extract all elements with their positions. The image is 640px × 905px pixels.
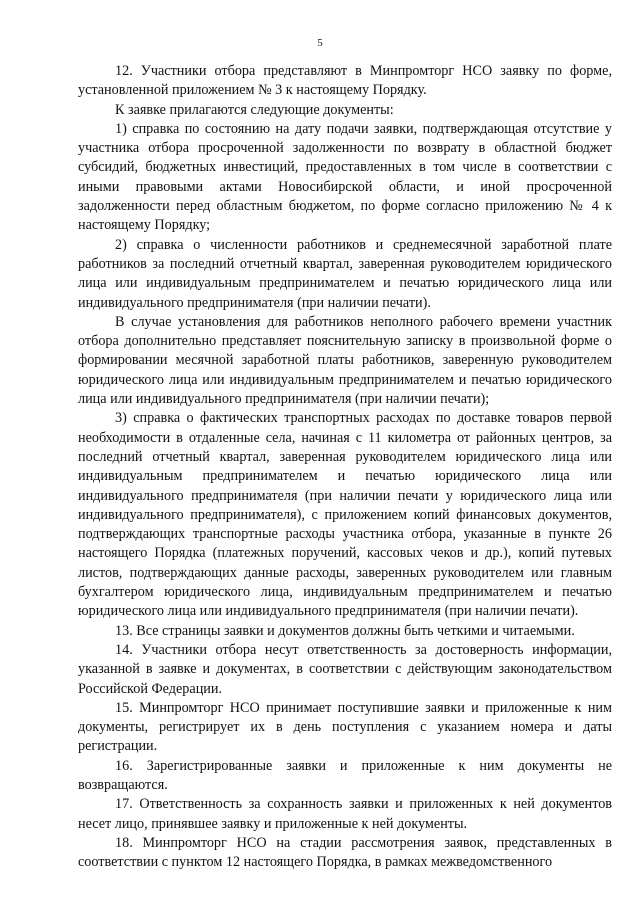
paragraph-part-time-note: В случае установления для работников неполного рабочего времени участник отбора дополнительно представляет пояснительную записку в произвольной форме о формировании месячной заработной платы работников, заверенную руководителем юридического лица или индивидуальным предпринимателем и печатью юридического лица или индивидуального предпринимателя (при наличии печати); xyxy=(78,313,612,408)
paragraph-17: 17. Ответственность за сохранность заявки и приложенных к ней документов несет лицо, принявшее заявку и приложенные к ней документы. xyxy=(78,796,612,832)
paragraph-16: 16. Зарегистрированные заявки и приложенные к ним документы не возвращаются. xyxy=(78,757,612,793)
document-body xyxy=(78,62,612,872)
paragraph-13: 13. Все страницы заявки и документов должны быть четкими и читаемыми. xyxy=(115,622,575,639)
page-number: 5 xyxy=(317,37,323,49)
paragraph-item-1: 1) справка по состоянию на дату подачи заявки, подтверждающая отсутствие у участника отбора просроченной задолженности по возврату в областной бюджет субсидий, бюджетных инвестиций, предоставленных в том числе в соответствии с иными правовыми актами Новосибирской области, и иной просроченной задолженности перед областным бюджетом, по форме согласно приложению № 4 к настоящему Порядку; xyxy=(78,120,612,234)
paragraph-14: 14. Участники отбора несут ответственность за достоверность информации, указанной в заявке и документах, в соответствии с действующим законодательством Российской Федерации. xyxy=(78,641,612,697)
paragraph-15: 15. Минпромторг НСО принимает поступившие заявки и приложенные к ним документы, регистрирует их в день поступления с указанием номера и даты регистрации. xyxy=(78,699,612,755)
paragraph-item-3: 3) справка о фактических транспортных расходах по доставке товаров первой необходимости в отдаленные села, начиная с 11 километра от районных центров, за последний отчетный квартал, заверенная руководителем юридического лица или индивидуальным предпринимателем и печатью юридического лица или индивидуального предпринимателя (при наличии печати у юридического лица или индивидуального предпринимателя), с приложением копий финансовых документов, подтверждающих транспортные расходы участника отбора, указанные в пункте 26 настоящего Порядка (платежных поручений, кассовых чеков и др.), копий путевых листов, подтверждающих данные расходы, заверенных руководителем или главным бухгалтером юридического лица, индивидуальным предпринимателем и печатью юридического лица или индивидуального предпринимателя (при наличии печати). xyxy=(78,410,612,620)
paragraph-attachments-intro: К заявке прилагаются следующие документы: xyxy=(115,101,394,118)
paragraph-item-2: 2) справка о численности работников и среднемесячной заработной плате работников за последний отчетный квартал, заверенная руководителем юридического лица или индивидуальным предпринимателем и печатью юридического лица или индивидуального предпринимателя (при наличии печати). xyxy=(78,236,612,311)
paragraph-12: 12. Участники отбора представляют в Минпромторг НСО заявку по форме, установленной приложением № 3 к настоящему Порядку. xyxy=(78,63,612,99)
paragraph-18: 18. Минпромторг НСО на стадии рассмотрения заявок, представленных в соответствии с пунктом 12 настоящего Порядка, в рамках межведомственного xyxy=(78,834,612,871)
